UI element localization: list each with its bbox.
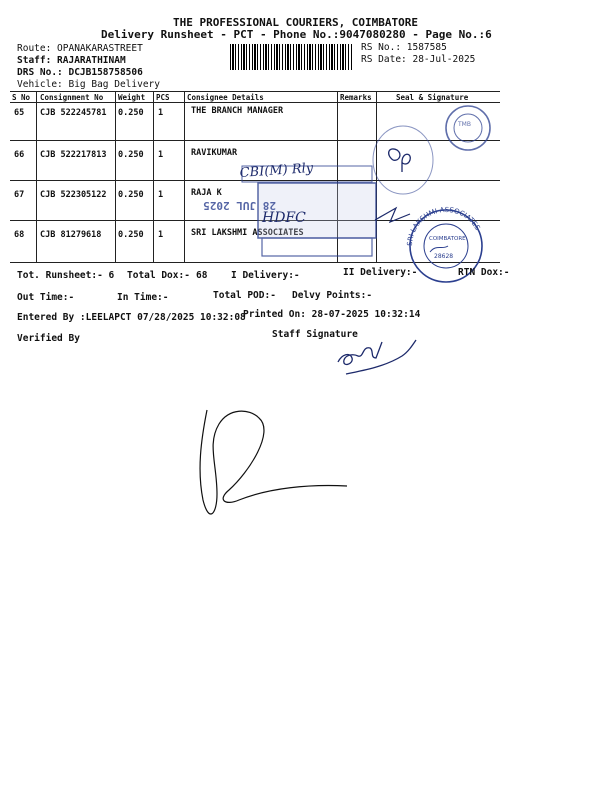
staff-label: Staff: RAJARATHINAM (17, 55, 126, 66)
in-time: In Time:- (117, 292, 169, 303)
col-header-pcs: PCS (156, 93, 170, 102)
ii-delivery: II Delivery:- (343, 267, 418, 278)
verified-signature (200, 410, 347, 514)
svg-text:TMB: TMB (458, 121, 471, 128)
total-dox-value: 68 (196, 270, 208, 281)
col-header-seal: Seal & Signature (396, 93, 469, 102)
row-consignee: THE BRANCH MANAGER (191, 106, 284, 116)
row-pcs: 1 (158, 150, 164, 160)
row-sno: 67 (14, 190, 25, 200)
row-weight: 0.250 (118, 190, 144, 200)
col-header-weight: Weight (118, 93, 146, 102)
svg-text:28628: 28628 (434, 253, 454, 260)
svg-text:SRI LAKSHMI ASSOCIATES: SRI LAKSHMI ASSOCIATES (405, 205, 482, 247)
date-stamp-text: 28 JUL 2025 (203, 199, 276, 212)
staff-signature (338, 340, 416, 374)
row-consignment: CJB 81279618 (40, 230, 102, 240)
col-header-sno: S No (12, 93, 31, 102)
col-header-remarks: Remarks (340, 93, 372, 102)
tick-mark (375, 208, 410, 222)
svg-text:COIMBATORE: COIMBATORE (429, 236, 466, 242)
row-weight: 0.250 (118, 150, 144, 160)
row-consignment: CJB 522245781 (40, 108, 107, 118)
row-sno: 66 (14, 150, 25, 160)
col-header-consignee: Consignee Details (187, 93, 264, 102)
row-pcs: 1 (158, 108, 164, 118)
entered-by: Entered By :LEELAPCT 07/28/2025 10:32:08 (17, 312, 246, 323)
row-consignment: CJB 522217813 (40, 150, 107, 160)
out-time: Out Time:- (17, 292, 75, 303)
runsheet-subtitle: Delivery Runsheet - PCT - Phone No.:9047080280 - Page No.:6 (101, 28, 492, 41)
row-consignment: CJB 522305122 (40, 190, 107, 200)
oval-stamp (373, 126, 433, 194)
company-title: THE PROFESSIONAL COURIERS, COIMBATORE (173, 16, 419, 29)
row-weight: 0.250 (118, 108, 144, 118)
route-label: Route: OPANAKARASTREET (17, 43, 143, 54)
total-dox-label: Total Dox:- (127, 270, 190, 281)
i-delivery: I Delivery:- (231, 270, 300, 281)
row-weight: 0.250 (118, 230, 144, 240)
rtn-dox: RTN Dox:- (458, 267, 510, 278)
row-pcs: 1 (158, 190, 164, 200)
vehicle-label: Vehicle: Big Bag Delivery (17, 79, 160, 90)
rs-number: RS No.: 1587585 (361, 42, 447, 53)
staff-signature-label: Staff Signature (272, 329, 358, 340)
initial-mark (389, 149, 411, 172)
drs-label: DRS No.: DCJB158758506 (17, 67, 143, 78)
total-pod: Total POD:- (213, 290, 276, 301)
row-sno: 68 (14, 230, 25, 240)
handwritten-note: CBI(M) Rly (239, 160, 314, 181)
handwritten-hdfc: HDFC (262, 210, 306, 226)
row-sno: 65 (14, 108, 25, 118)
row-consignee: RAVIKUMAR (191, 148, 238, 158)
delvy-points: Delvy Points:- (292, 290, 373, 301)
rs-date: RS Date: 28-Jul-2025 (361, 54, 476, 65)
col-header-consignment: Consignment No (40, 93, 104, 102)
verified-by: Verified By (17, 333, 80, 344)
printed-on: Printed On: 28-07-2025 10:32:14 (243, 309, 421, 320)
round-stamp-top (446, 106, 490, 150)
row-consignee: SRI LAKSHMI ASSOCIATES (191, 228, 304, 238)
tot-runsheet: Tot. Runsheet:- 6 (17, 270, 115, 281)
row-consignee: RAJA K (191, 188, 222, 198)
row-pcs: 1 (158, 230, 164, 240)
